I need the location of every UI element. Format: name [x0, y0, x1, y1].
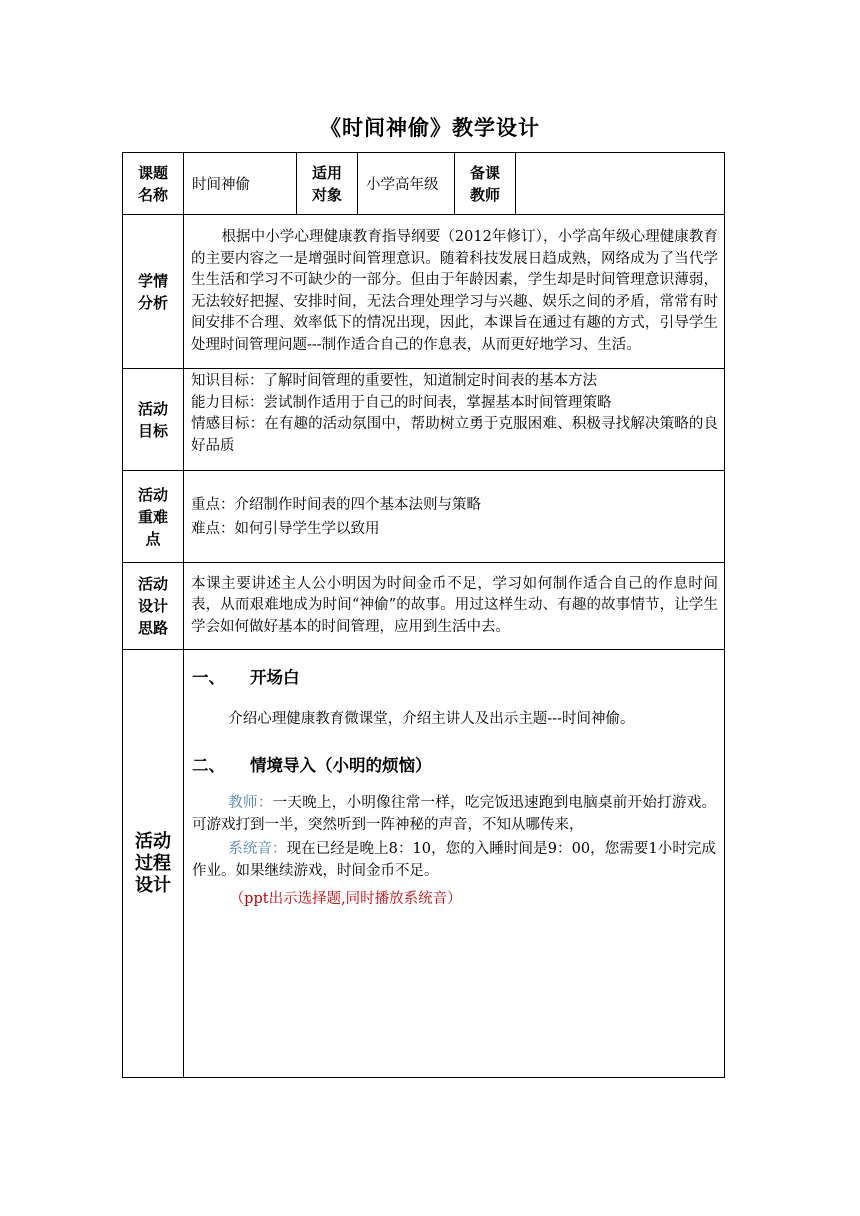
- goals-label-cell: [123, 369, 184, 471]
- goals-label: 活动目标: [137, 399, 168, 440]
- teacher-dialogue: [192, 792, 716, 836]
- keypoints-label: 活动重难点: [137, 485, 168, 548]
- teacher-label-cell: [455, 153, 516, 215]
- course-value: 时间神偷: [184, 153, 297, 215]
- design-row: [123, 563, 725, 650]
- teacher-value: [516, 153, 725, 215]
- goal-ability: 能力目标：尝试制作适用于自己的时间表，掌握基本时间管理策略: [191, 394, 612, 411]
- goals-cell: [184, 369, 725, 471]
- analysis-text: 根据中小学心理健康教育指导纲要（2012年修订），小学高年级心理健康教育的主要内容之一是增强时间管理意识。随着科技发展日趋成熟，网络成为了当代学生生活和学习不可缺少的一部分。但由于年龄因素，学生却是时间管理意识薄弱，无法较好把握、安排时间，无法合理处理学习与兴趣、娱乐之间的矛盾，常常有时间安排不合理、效率低下的情况出现，因此，本课旨在通过有趣的方式，引导学生处理时间管理问题---制作适合自己的作息表，从而更好地学习、生活。: [184, 215, 725, 369]
- goal-emotion: 情感目标：在有趣的活动氛围中，帮助树立勇于克服困难、积极寻找解决策略的良好品质: [191, 416, 718, 454]
- teacher-label: 备课教师: [469, 163, 500, 204]
- section-2-heading: [192, 752, 716, 776]
- section-2-title: 情境导入（小明的烦恼）: [250, 756, 432, 775]
- ppt-note: （ppt出示选择题,同时播放系统音）: [229, 891, 462, 907]
- header-row: [123, 153, 725, 215]
- keypoints-cell: [184, 471, 725, 563]
- analysis-label-cell: [123, 215, 184, 369]
- process-label: 活动过程设计: [135, 830, 171, 896]
- target-value: 小学高年级: [358, 153, 455, 215]
- teacher-speaker: 教师：: [228, 795, 273, 811]
- process-label-cell: [123, 650, 184, 1078]
- teacher-text: 一天晚上，小明像往常一样，吃完饭迅速跑到电脑桌前开始打游戏。可游戏打到一半，突然听到一阵神秘的声音，不知从哪传来，: [192, 795, 717, 833]
- system-dialogue: [192, 838, 716, 882]
- system-speaker: 系统音：: [228, 841, 287, 857]
- design-label: 活动设计思路: [137, 575, 168, 637]
- keypoint-focus: 重点：介绍制作时间表的四个基本法则与策略: [191, 496, 481, 513]
- section-2-number: 二、: [192, 756, 225, 775]
- process-cell: [184, 650, 725, 1078]
- analysis-label: 学情分析: [137, 271, 168, 312]
- section-1-heading: [192, 664, 716, 688]
- keypoint-difficulty: 难点：如何引导学生学以致用: [191, 520, 380, 537]
- section-1-number: 一、: [192, 668, 225, 687]
- course-label-cell: [123, 153, 184, 215]
- section-1-title: 开场白: [250, 668, 300, 687]
- system-text: 现在已经是晚上8：10，您的入睡时间是9：00，您需要1小时完成作业。如果继续游戏，时间金币不足。: [192, 841, 717, 879]
- lesson-plan-table: [122, 152, 725, 1078]
- target-label: 适用对象: [311, 163, 342, 204]
- keypoints-row: [123, 471, 725, 563]
- goal-knowledge: 知识目标：了解时间管理的重要性，知道制定时间表的基本方法: [191, 373, 597, 389]
- design-label-cell: [123, 563, 184, 650]
- goals-row: [123, 369, 725, 471]
- section-1-text: 介绍心理健康教育微课堂，介绍主讲人及出示主题---时间神偷。: [228, 711, 635, 727]
- document-title: 《时间神偷》教学设计: [320, 116, 540, 140]
- design-text: 本课主要讲述主人公小明因为时间金币不足，学习如何制作适合自己的作息时间表，从而艰难地成为时间“神偷”的故事。用过这样生动、有趣的故事情节，让学生学会如何做好基本的时间管理，应用到生活中去。: [184, 563, 725, 650]
- process-row: [123, 650, 725, 1078]
- target-label-cell: [297, 153, 358, 215]
- course-label: 课题名称: [137, 163, 168, 204]
- keypoints-label-cell: [123, 471, 184, 563]
- analysis-row: [123, 215, 725, 369]
